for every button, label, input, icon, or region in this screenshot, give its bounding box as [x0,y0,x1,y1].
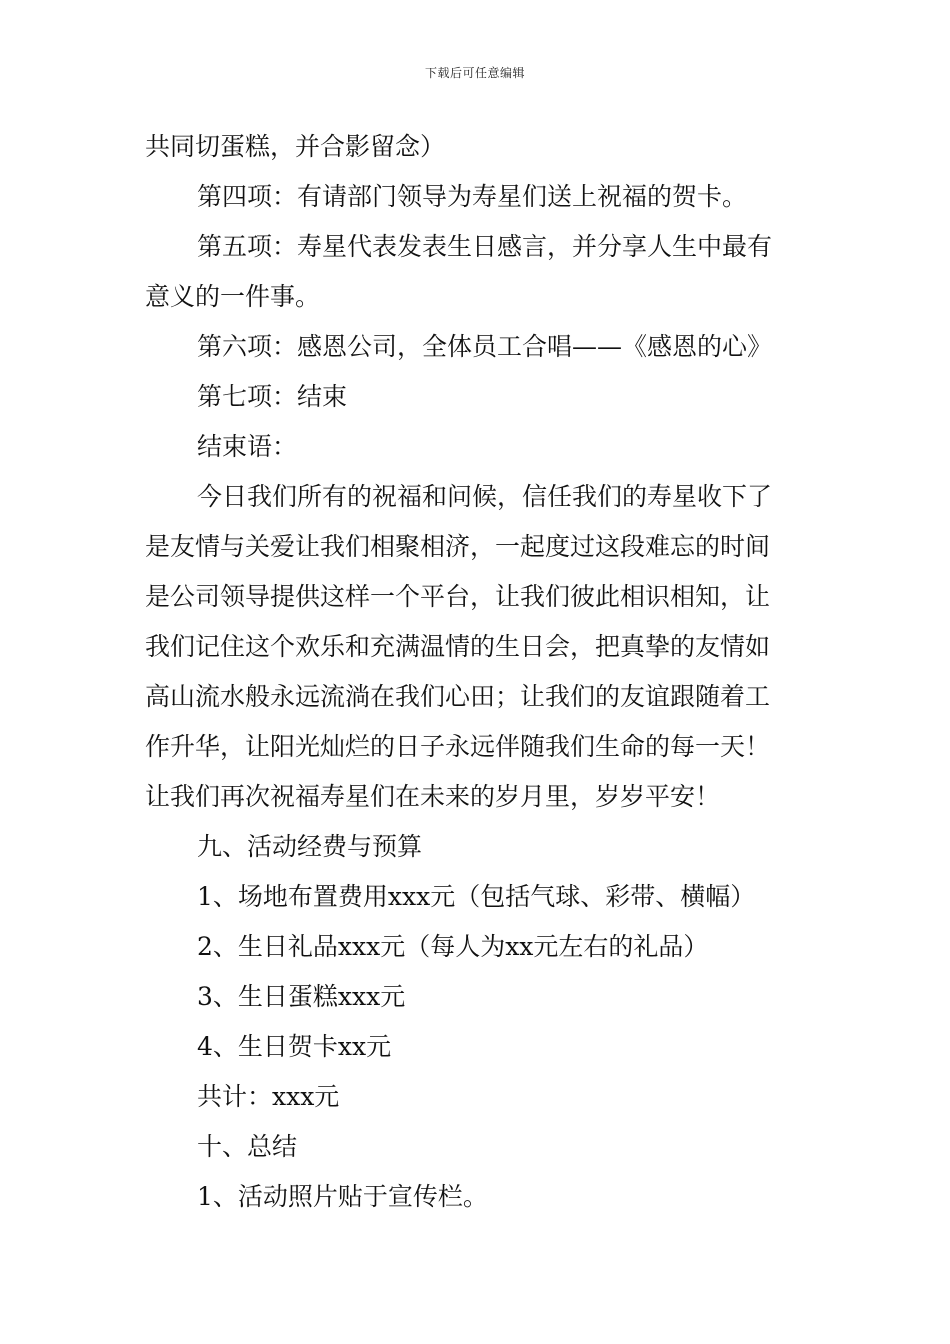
page-header: 下载后可任意编辑 [424,66,525,80]
agenda-item-6: 第六项：感恩公司，全体员工合唱——《感恩的心》 [197,332,773,361]
summary-item: 1、活动照片贴于宣传栏。 [197,1182,488,1211]
agenda-item-7: 第七项：结束 [197,382,348,411]
closing-paragraph-line: 作升华，让阳光灿烂的日子永远伴随我们生命的每一天！ [145,732,771,761]
budget-item: 1、场地布置费用xxx元（包括气球、彩带、横幅） [197,882,756,911]
budget-item: 4、生日贺卡xx元 [197,1032,392,1061]
closing-paragraph-line: 是友情与关爱让我们相聚相济，一起度过这段难忘的时间 [145,532,771,561]
closing-paragraph-line: 我们记住这个欢乐和充满温情的生日会，把真挚的友情如 [145,632,771,661]
agenda-item-5: 第五项：寿星代表发表生日感言，并分享人生中最有 [197,232,773,261]
closing-remarks-heading: 结束语： [197,432,298,461]
agenda-item-4: 第四项：有请部门领导为寿星们送上祝福的贺卡。 [197,182,748,211]
budget-item: 3、生日蛋糕xxx元 [197,982,406,1011]
budget-item: 2、生日礼品xxx元（每人为xx元左右的礼品） [197,932,709,961]
section-heading-budget: 九、活动经费与预算 [197,832,423,861]
budget-total: 共计：xxx元 [197,1082,340,1111]
paragraph-line: 共同切蛋糕，并合影留念） [145,132,446,161]
paragraph-line: 意义的一件事。 [145,282,321,311]
closing-paragraph-line: 是公司领导提供这样一个平台，让我们彼此相识相知，让 [145,582,771,611]
closing-paragraph-line: 今日我们所有的祝福和问候，信任我们的寿星收下了 [197,482,773,511]
closing-paragraph-line: 高山流水般永远流淌在我们心田；让我们的友谊跟随着工 [145,682,771,711]
closing-paragraph-line: 让我们再次祝福寿星们在未来的岁月里，岁岁平安！ [145,782,721,811]
document-body [145,122,810,1222]
section-heading-summary: 十、总结 [197,1132,298,1161]
